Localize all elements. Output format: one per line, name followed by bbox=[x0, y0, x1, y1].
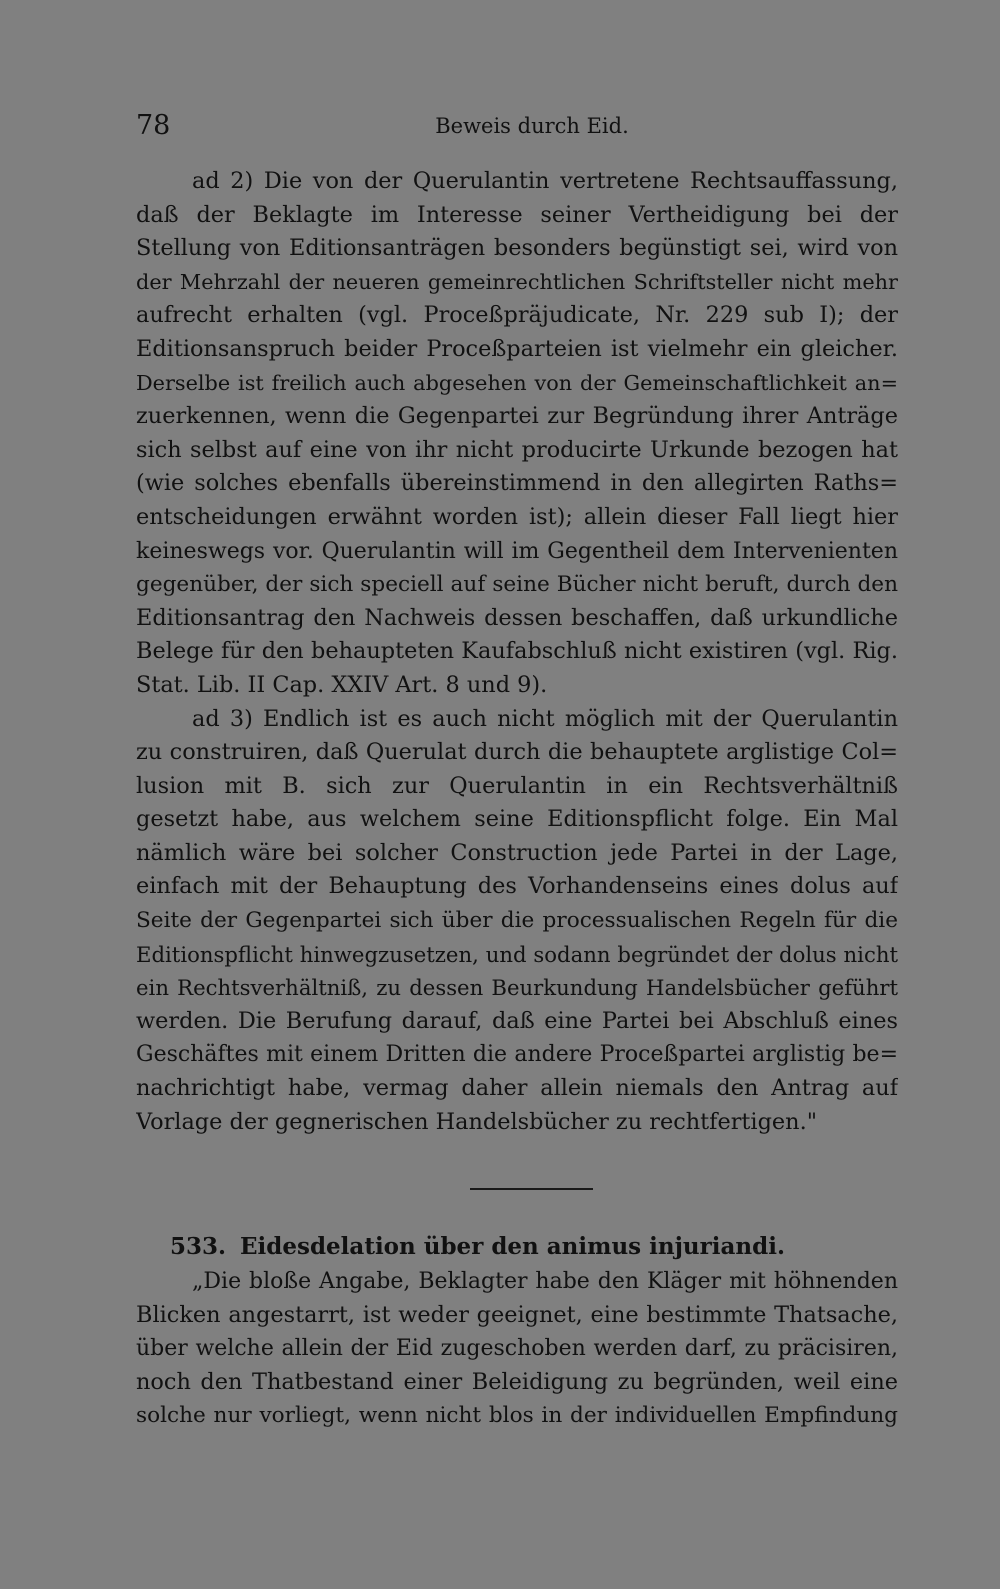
running-title: Beweis durch Eid. bbox=[435, 114, 629, 138]
text-line: solche nur vorliegt, wenn nicht blos in der individuellen Empfindung bbox=[136, 1403, 898, 1429]
text-line: ad 3) Endlich ist es auch nicht möglich mit der Querulantin bbox=[192, 705, 898, 732]
text-line: gesetzt habe, aus welchem seine Editionspflicht folge. Ein Mal bbox=[136, 806, 898, 833]
text-line: ad 2) Die von der Querulantin vertretene Rechtsauffassung, bbox=[192, 168, 898, 194]
text-line: Editionspflicht hinwegzusetzen, und sodann begründet der dolus nicht bbox=[136, 941, 898, 967]
text-line: sich selbst auf eine von ihr nicht producirte Urkunde bezogen hat bbox=[136, 436, 898, 463]
running-head bbox=[136, 108, 898, 144]
text-line: Vorlage der gegnerischen Handelsbücher zu rechtfertigen." bbox=[136, 1108, 817, 1135]
text-line: Seite der Gegenpartei sich über die processualischen Regeln für die bbox=[136, 908, 898, 934]
section-heading bbox=[170, 1230, 785, 1264]
text-line: entscheidungen erwähnt worden ist); allein dieser Fall liegt hier bbox=[136, 503, 898, 530]
text-line: Stellung von Editionsanträgen besonders begünstigt sei, wird von bbox=[136, 235, 898, 262]
text-line: Belege für den behaupteten Kaufabschluß nicht existiren (vgl. Rig. bbox=[136, 638, 898, 665]
text-line: ein Rechtsverhältniß, zu dessen Beurkundung Handelsbücher geführt bbox=[136, 975, 898, 1001]
text-line: nämlich wäre bei solcher Construction jede Partei in der Lage, bbox=[136, 839, 898, 866]
text-line: aufrecht erhalten (vgl. Proceßpräjudicate, Nr. 229 sub I); der bbox=[136, 302, 898, 329]
text-line: Derselbe ist freilich auch abgesehen von der Gemeinschaftlichkeit an= bbox=[136, 370, 898, 395]
text-line: zuerkennen, wenn die Gegenpartei zur Begründung ihrer Anträge bbox=[136, 403, 898, 430]
page-number: 78 bbox=[136, 110, 171, 141]
text-line: werden. Die Berufung darauf, daß eine Partei bei Abschluß eines bbox=[136, 1007, 898, 1034]
text-line: Editionsantrag den Nachweis dessen beschaffen, daß urkundliche bbox=[136, 604, 898, 631]
text-line: der Mehrzahl der neueren gemeinrechtlichen Schriftsteller nicht mehr bbox=[136, 269, 898, 294]
text-line: „Die bloße Angabe, Beklagter habe den Kläger mit höhnenden bbox=[192, 1269, 898, 1294]
text-line: Stat. Lib. II Cap. XXIV Art. 8 und 9). bbox=[136, 671, 548, 698]
section-separator bbox=[470, 1188, 593, 1190]
text-line: Blicken angestarrt, ist weder geeignet, eine bestimmte Thatsache, bbox=[136, 1301, 898, 1328]
text-line: lusion mit B. sich zur Querulantin in ein Rechtsverhältniß bbox=[136, 772, 898, 799]
text-line: noch den Thatbestand einer Beleidigung zu begründen, weil eine bbox=[136, 1368, 898, 1395]
section-title: Eidesdelation über den animus injuriandi. bbox=[240, 1233, 785, 1260]
section-number: 533. bbox=[170, 1233, 227, 1260]
text-line: über welche allein der Eid zugeschoben werden darf, zu präcisiren, bbox=[136, 1336, 898, 1362]
text-line: gegenüber, der sich speciell auf seine Bücher nicht beruft, durch den bbox=[136, 572, 898, 598]
text-line: Editionsanspruch beider Proceßparteien ist vielmehr ein gleicher. bbox=[136, 335, 898, 362]
text-line: nachrichtigt habe, vermag daher allein niemals den Antrag auf bbox=[136, 1075, 898, 1102]
text-line: einfach mit der Behauptung des Vorhandenseins eines dolus auf bbox=[136, 873, 898, 900]
text-line: keineswegs vor. Querulantin will im Gegentheil dem Intervenienten bbox=[136, 538, 898, 564]
text-line: daß der Beklagte im Interesse seiner Vertheidigung bei der bbox=[136, 201, 898, 228]
body-text-top bbox=[136, 165, 898, 1139]
text-line: (wie solches ebenfalls übereinstimmend in den allegirten Raths= bbox=[136, 470, 898, 497]
body-text-bottom bbox=[136, 1265, 898, 1433]
text-line: zu construiren, daß Querulat durch die behauptete arglistige Col= bbox=[136, 739, 898, 766]
text-line: Geschäftes mit einem Dritten die andere Proceßpartei arglistig be= bbox=[136, 1042, 898, 1068]
